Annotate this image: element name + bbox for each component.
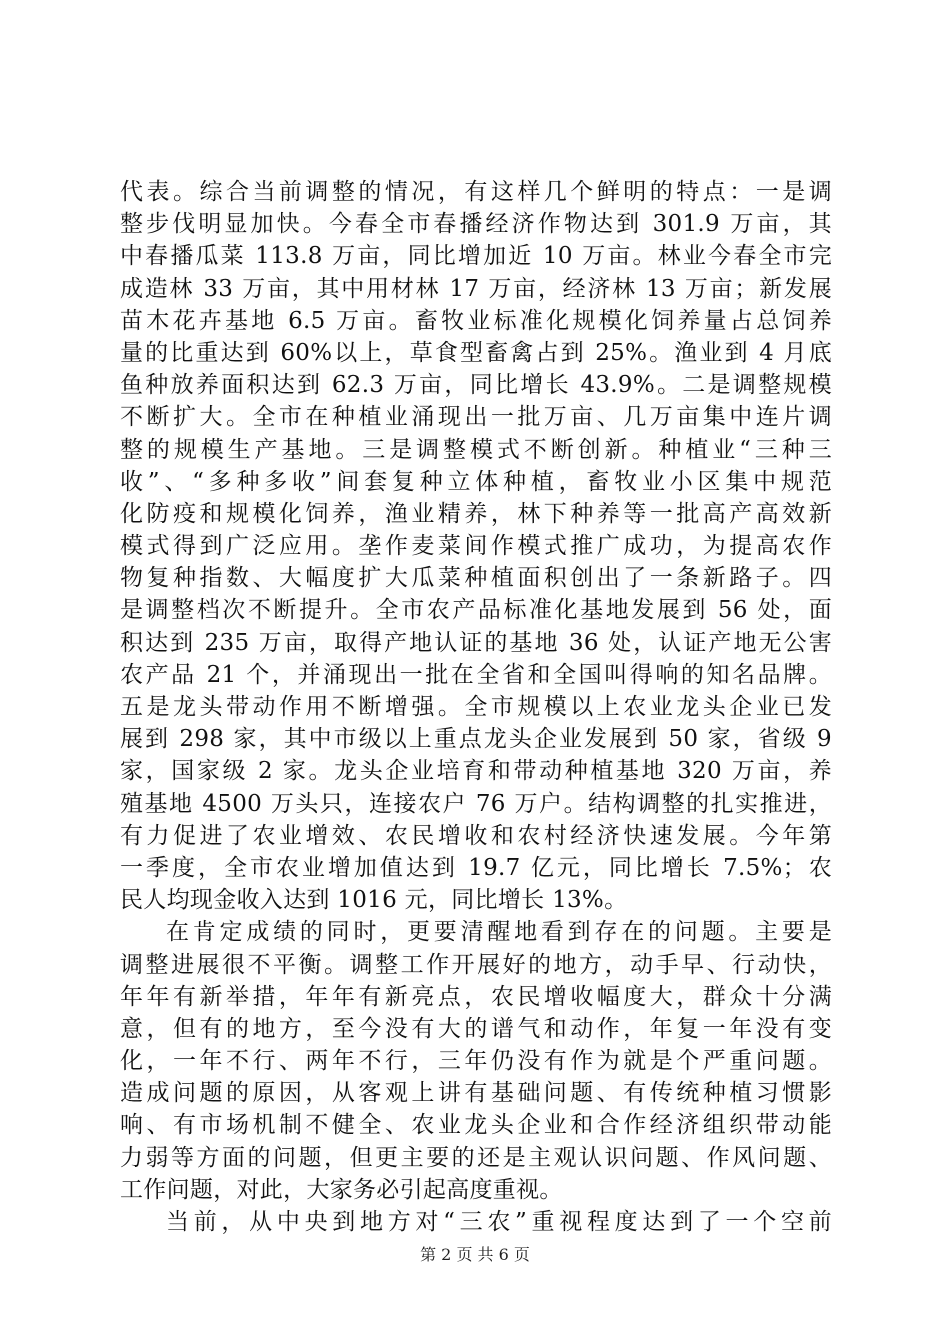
text-line: 收”、“多种多收”间套复种立体种植，畜牧业小区集中规范 (120, 468, 832, 495)
page-number-footer: 第 2 页 共 6 页 (420, 1245, 530, 1264)
text-line: 在肯定成绩的同时，更要清醒地看到存在的问题。主要是 (166, 919, 832, 946)
text-line: 有力促进了农业增效、农民增收和农村经济快速发展。今年第 (120, 822, 832, 849)
text-line: 响、有市场机制不健全、农业龙头企业和合作经济组织带动能 (120, 1112, 832, 1139)
text-line: 代表。综合当前调整的情况，有这样几个鲜明的特点：一是调 (120, 179, 832, 205)
text-line: 五是龙头带动作用不断增强。全市规模以上农业龙头企业已发 (120, 694, 832, 720)
text-line: 量的比重达到 60%以上，草食型畜禽占到 25%。渔业到 4 月底 (120, 339, 832, 366)
text-line: 鱼种放养面积达到 62.3 万亩，同比增长 43.9%。二是调整规模 (120, 372, 832, 399)
text-line: 农产品 21 个，并涌现出一批在全省和全国叫得响的知名品牌。 (120, 661, 832, 688)
text-line: 造成问题的原因，从客观上讲有基础问题、有传统种植习惯影 (120, 1080, 832, 1107)
text-line: 积达到 235 万亩，取得产地认证的基地 36 处，认证产地无公害 (120, 629, 832, 656)
text-line: 苗木花卉基地 6.5 万亩。畜牧业标准化规模化饲养量占总饲养 (120, 307, 832, 334)
text-line: 意，但有的地方，至今没有大的谱气和动作，年复一年没有变 (120, 1015, 832, 1042)
text-line: 物复种指数、大幅度扩大瓜菜种植面积创出了一条新路子。四 (120, 565, 832, 592)
text-line: 民人均现金收入达到 1016 元，同比增长 13%。 (120, 887, 628, 914)
text-line: 中春播瓜菜 113.8 万亩，同比增加近 10 万亩。林业今春全市完 (120, 243, 832, 270)
text-line: 化，一年不行、两年不行，三年仍没有作为就是个严重问题。 (120, 1048, 832, 1075)
text-line: 展到 298 家，其中市级以上重点龙头企业发展到 50 家，省级 9 (120, 726, 832, 753)
text-line: 整步伐明显加快。今春全市春播经济作物达到 301.9 万亩，其 (120, 211, 832, 238)
text-line: 成造林 33 万亩，其中用材林 17 万亩，经济林 13 万亩；新发展 (120, 275, 832, 302)
text-line: 当前，从中央到地方对“三农”重视程度达到了一个空前 (166, 1209, 832, 1235)
body-text (120, 176, 832, 1238)
text-line: 调整进展很不平衡。调整工作开展好的地方，动手早、行动快， (120, 951, 832, 978)
text-line: 是调整档次不断提升。全市农产品标准化基地发展到 56 处，面 (120, 597, 832, 624)
text-line: 整的规模生产基地。三是调整模式不断创新。种植业“三种三 (120, 436, 832, 463)
text-line: 工作问题，对此，大家务必引起高度重视。 (120, 1176, 563, 1203)
text-line: 家，国家级 2 家。龙头企业培育和带动种植基地 320 万亩，养 (120, 758, 832, 785)
text-line: 化防疫和规模化饲养，渔业精养，林下种养等一批高产高效新 (120, 500, 832, 527)
text-line: 一季度，全市农业增加值达到 19.7 亿元，同比增长 7.5%；农 (120, 854, 832, 881)
text-line: 不断扩大。全市在种植业涌现出一批万亩、几万亩集中连片调 (120, 404, 832, 431)
text-line: 年年有新举措，年年有新亮点，农民增收幅度大，群众十分满 (120, 983, 832, 1010)
text-line: 力弱等方面的问题，但更主要的还是主观认识问题、作风问题、 (120, 1144, 832, 1171)
text-line: 模式得到广泛应用。垄作麦菜间作模式推广成功，为提高农作 (120, 533, 832, 560)
text-line: 殖基地 4500 万头只，连接农户 76 万户。结构调整的扎实推进， (120, 790, 832, 817)
